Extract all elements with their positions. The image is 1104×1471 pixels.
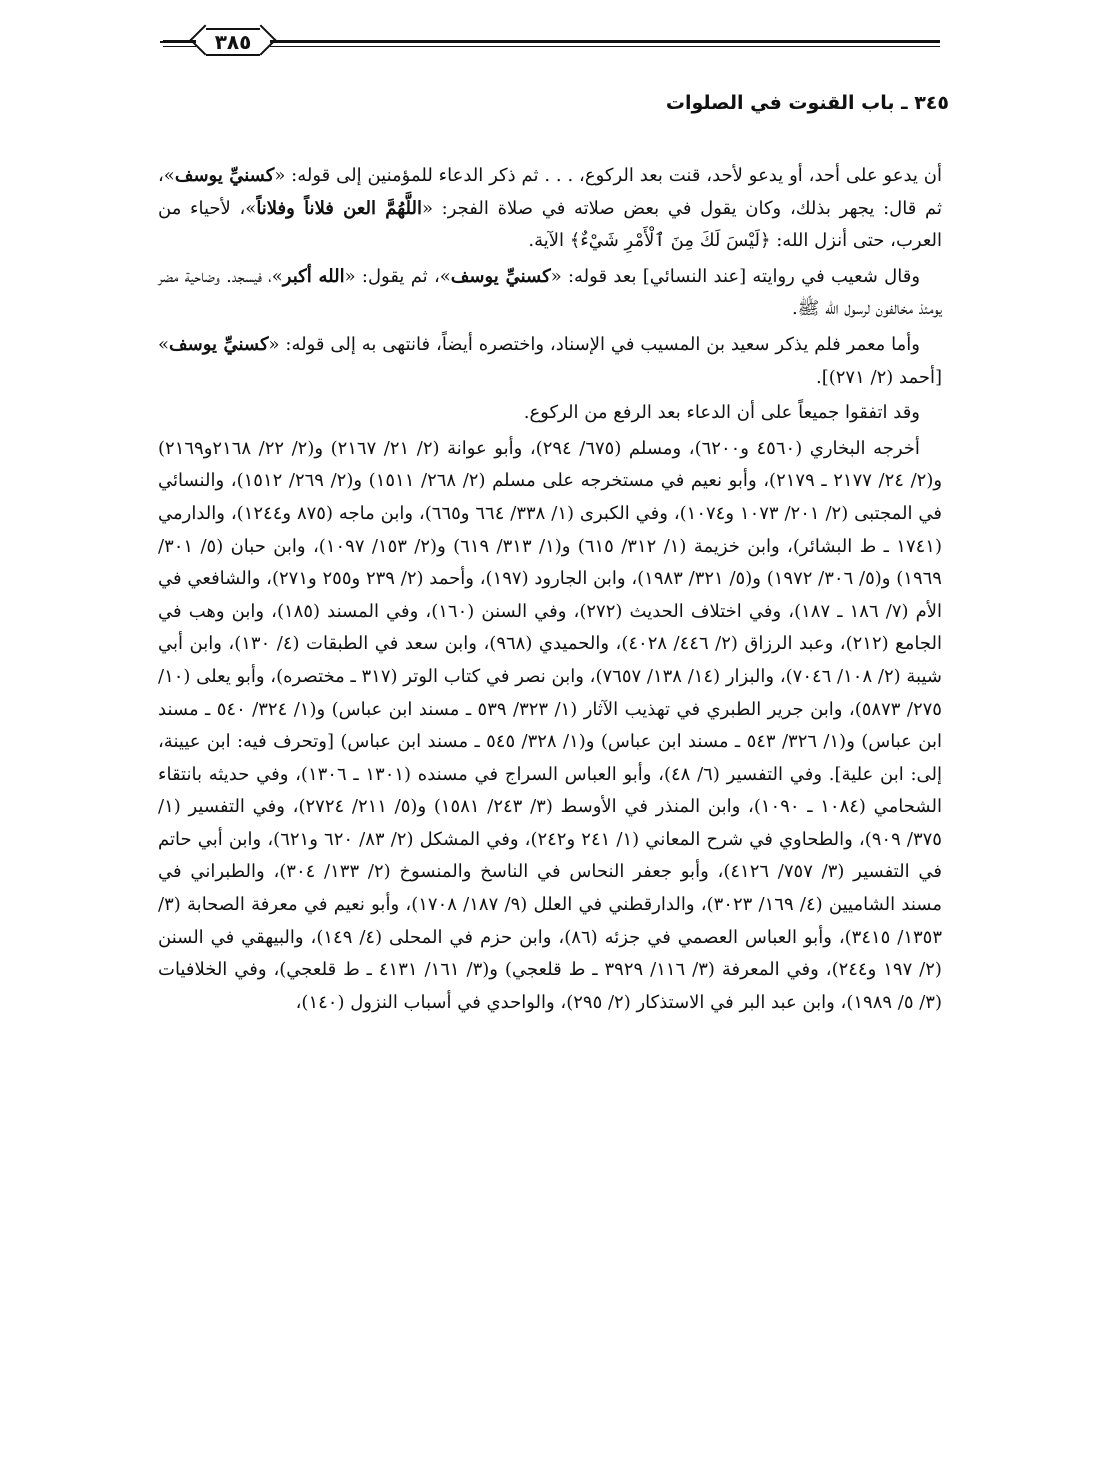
page-number-badge (196, 26, 270, 58)
paragraph: وقد اتفقوا جميعاً على أن الدعاء بعد الرفع من الركوع. (523, 402, 920, 424)
text-run: وقال شعيب في روايته [عند النسائي] بعد قوله: « (550, 265, 921, 287)
text-run: »، لأحياء من العرب، حتى أنزل الله: ﴿لَيْسَ لَكَ مِنَ ٱلْأَمْرِ شَيْءٌ﴾ الآية. (158, 197, 942, 252)
bold-quote: كسنيِّ يوسف (169, 333, 269, 355)
text-run: »، فيسجد. وضاحية مضر يومئذ مخالفون لرسول الله ﷺ. (158, 265, 942, 320)
page-number: ٣٨٥ (214, 30, 252, 54)
text-run: » [أحمد (٢/ ٢٧١)]. (158, 333, 942, 388)
bold-quote: اللَّهُمَّ العن فلاناً وفلاناً (256, 197, 422, 219)
paragraph (158, 261, 942, 326)
page-content (158, 160, 942, 1022)
header-rule (163, 40, 940, 43)
text-run: »، ثم يقول: « (344, 265, 451, 287)
text-run: أن يدعو على أحد، أو يدعو لأحد، قنت بعد الركوع، . . . ثم ذكر الدعاء للمؤمنين إلى قوله: « (274, 165, 942, 186)
running-title: ٣٤٥ ـ باب القنوت في الصلوات (665, 92, 949, 114)
bold-quote: كسنيِّ يوسف (450, 265, 551, 287)
page-header (160, 90, 949, 120)
paragraph (158, 160, 942, 258)
paragraph (158, 329, 942, 394)
takhrij-paragraph: أخرجه البخاري (٤٥٦٠ و٦٢٠٠)، ومسلم (٦٧٥/ ٢٩٤)، وأبو عوانة (٢/ ٢١/ ٢١٦٧) و(٢/ ٢٢/ ٢١٦٨و٢١٦٩) و(٢/ ٢٤/ ٢١٧٧ ـ ٢١٧٩)، وأبو نعيم في مستخرجه على مسلم (٢/ ٢٦٨/ ١٥١١) و(٢/ ٢٦٩/ ١٥١٢)، والنسائي في المجتبى (٢/ ٢٠١/ ١٠٧٣ و١٠٧٤)، وفي الكبرى (١/ ٣٣٨/ ٦٦٤ و٦٦٥)، وابن ماجه (٨٧٥ و١٢٤٤)، والدارمي (١٧٤١ ـ ط البشائر)، وابن خزيمة (١/ ٣١٢/ ٦١٥) و(١/ ٣١٣/ ٦١٩) و(٢/ ١٥٣/ ١٠٩٧)، وابن حبان (٥/ ٣٠١/ ١٩٦٩) و(٥/ ٣٠٦/ ١٩٧٢) و(٥/ ٣٢١/ ١٩٨٣)، وابن الجارود (١٩٧)، وأحمد (٢/ ٢٣٩ و٢٥٥ و٢٧١)، والشافعي في الأم (٧/ ١٨٦ ـ ١٨٧)، وفي اختلاف الحديث (٢٧٢)، وفي السنن (١٦٠)، وفي المسند (١٨٥)، وابن وهب في الجامع (٢١٢)، وعبد الرزاق (٢/ ٤٤٦/ ٤٠٢٨)، والحميدي (٩٦٨)، وابن سعد في الطبقات (٤/ ١٣٠)، وابن أبي شيبة (٢/ ١٠٨/ ٧٠٤٦)، والبزار (١٤/ ١٣٨/ ٧٦٥٧)، وابن نصر في كتاب الوتر (٣١٧ ـ مختصره)، وأبو يعلى (١٠/ ٢٧٥/ ٥٨٧٣)، وابن جرير الطبري في تهذيب الآثار (١/ ٣٢٣/ ٥٣٩ ـ مسند ابن عباس) و(١/ ٣٢٤/ ٥٤٠ ـ مسند ابن عباس) و(١/ ٣٢٦/ ٥٤٣ ـ مسند ابن عباس) و(١/ ٣٢٨/ ٥٤٥ ـ مسند ابن عباس) [وتحرف فيه: ابن عيينة، إلى: ابن علية]. وفي التفسير (٦/ ٤٨)، وأبو العباس السراج في مسنده (١٣٠١ ـ ١٣٠٦)، وفي حديثه بانتقاء الشحامي (١٠٨٤ ـ ١٠٩٠)، وابن المنذر في الأوسط (٣/ ٢٤٣/ ١٥٨١) و(٥/ ٢١١/ ٢٧٢٤)، وفي التفسير (١/ ٣٧٥/ ٩٠٩)، والطحاوي في شرح المعاني (١/ ٢٤١ و٢٤٢)، وفي المشكل (٢/ ٨٣/ ٦٢٠ و٦٢١)، وابن أبي حاتم في التفسير (٣/ ٧٥٧/ ٤١٢٦)، وأبو جعفر النحاس في الناسخ والمنسوخ (٢/ ١٣٣/ ٣٠٤)، والطبراني في مسند الشاميين (٤/ ١٦٩/ ٣٠٢٣)، والدارقطني في العلل (٩/ ١٨٧/ ١٧٠٨)، وأبو نعيم في معرفة الصحابة (٣/ ١٣٥٣/ ٣٤١٥)، وأبو العباس العصمي في جزئه (٨٦)، وابن حزم في المحلى (٤/ ١٤٩)، والبيهقي في السنن (٢/ ١٩٧ و٢٤٤)، وفي المعرفة (٣/ ١١٦/ ٣٩٢٩ ـ ط قلعجي) و(٣/ ١٦١/ ٤١٣١ ـ ط قلعجي)، وفي الخلافيات (٣/ ٥/ ١٩٨٩)، وابن عبد البر في الاستذكار (٢/ ٢٩٥)، والواحدي في أسباب النزول (١٤٠)، (158, 437, 943, 1013)
text-run: »، ثم قال: يجهر بذلك، وكان يقول في بعض صلاته في صلاة الفجر: « (158, 165, 943, 219)
bold-quote: كسنيِّ يوسف (174, 165, 275, 186)
bold-quote: الله أكبر (282, 265, 345, 287)
text-run: وأما معمر فلم يذكر سعيد بن المسيب في الإسناد، واختصره أيضاً، فانتهى به إلى قوله: « (268, 333, 920, 355)
